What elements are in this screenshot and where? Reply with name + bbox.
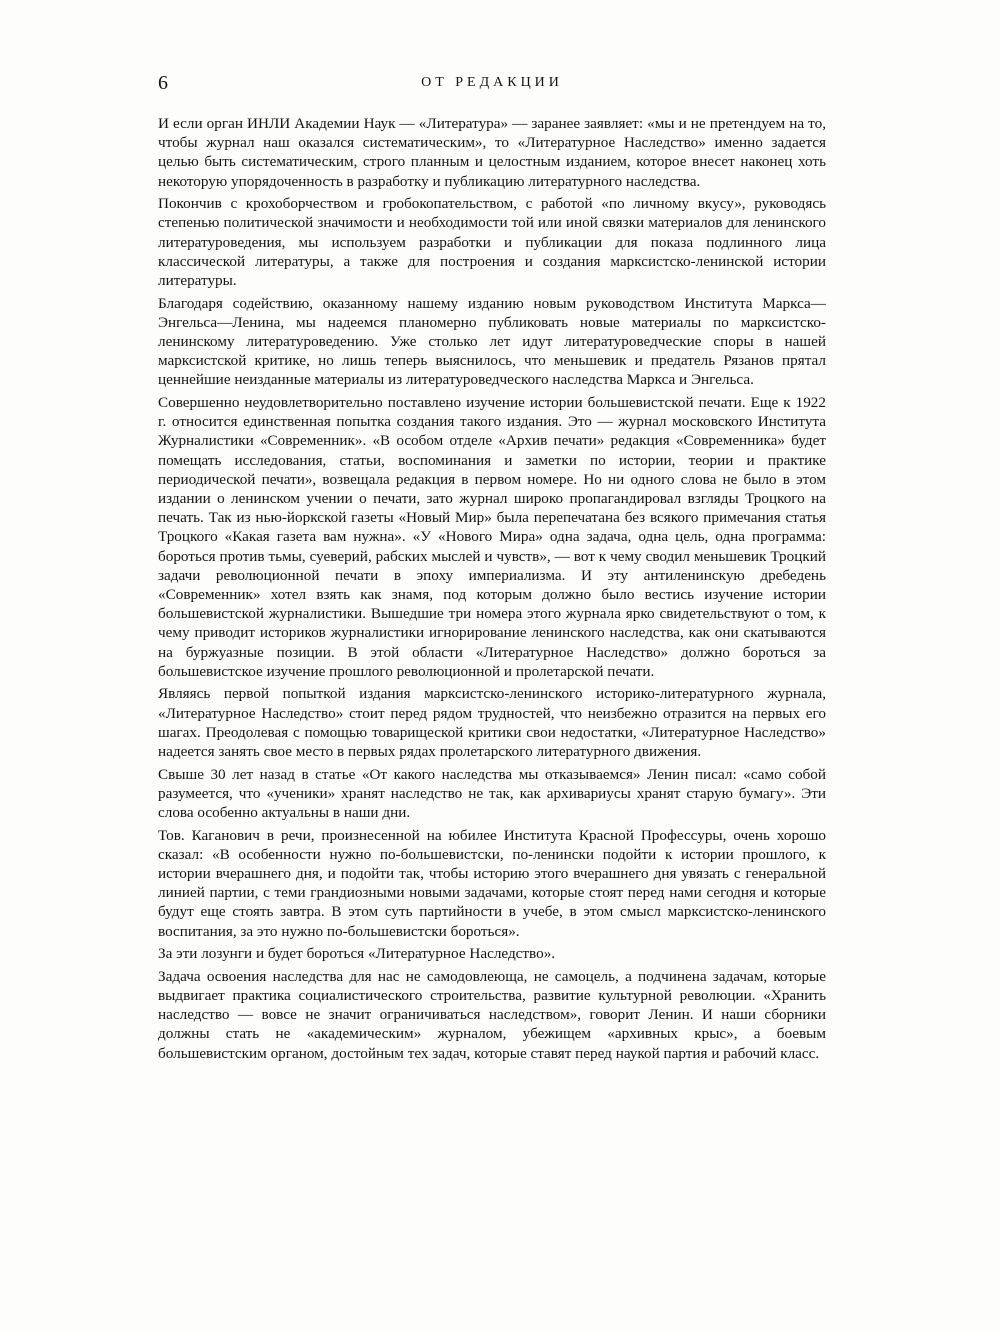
page-number: 6 [158,72,168,94]
paragraph-7: Тов. Каганович в речи, произнесенной на юбилее Института Красной Профессуры, очень хорошо сказал: «В особенности нужно по-большевистски, по-ленински подойти к истории прошлого, к истории вчерашнего дня, и подойти так, чтобы историю этого вчерашнего дня увязать с генеральной линией партии, с теми грандиозными новыми задачами, которые стоят перед нами сегодня и которые будут еще стоять завтра. В этом суть партийности в учебе, в этом смысл марксистско-ленинского воспитания, за это нужно по-большевистски бороться». [158,826,826,940]
section-title: ОТ РЕДАКЦИИ [421,75,563,90]
running-header [158,70,826,96]
paragraph-6: Свыше 30 лет назад в статье «От какого наследства мы отказываемся» Ленин писал: «само собой разумеется, что «ученики» хранят наследство не так, как архивариусы хранят старую бумагу». Эти слова особенно актуальны в наши дни. [158,765,826,822]
paragraph-5: Являясь первой попыткой издания марксистско-ленинского историко-литературного журнала, «Литературное Наследство» стоит перед рядом трудностей, что неизбежно отразится на первых его шагах. Преодолевая с помощью товарищеской критики свои недостатки, «Литературное Наследство» надеется занять свое место в первых рядах пролетарского литературного движения. [158,685,826,761]
paragraph-9: Задача освоения наследства для нас не самодовлеюща, не самоцель, а подчинена задачам, которые выдвигает практика социалистического строительства, развитие культурной революции. «Хранить наследство — вовсе не значит ограничиваться наследством», говорит Ленин. И наши сборники должны стать не «академическим» журналом, убежищем «архивных крыс», а боевым большевистским органом, достойным тех задач, которые ставят перед наукой партия и рабочий класс. [158,967,826,1062]
body-text [158,114,826,1063]
paragraph-1: И если орган ИНЛИ Академии Наук — «Литература» — заранее заявляет: «мы и не претендуем на то, чтобы журнал наш оказался систематическим», то «Литературное Наследство» именно задается целью быть систематическим, строго планным и целостным изданием, которое внесет наконец хоть некоторую упорядоченность в разработку и публикацию литературного наследства. [158,115,826,190]
paragraph-4: Совершенно неудовлетворительно поставлено изучение истории большевистской печати. Еще к 1922 г. относится единственная попытка создания такого издания. Это — журнал московского Института Журналистики «Современник». «В особом отделе «Архив печати» редакция «Современника» будет помещать исследования, статьи, воспоминания и заметки по истории, теории и практике периодической печати», возвещала редакция в первом номере. Но ни одного слова не было в этом издании о ленинском учении о печати, зато журнал широко пропагандировал взгляды Троцкого на печать. Так из нью-йоркской газеты «Новый Мир» была перепечатана без всякого примечания статья Троцкого «Какая газета вам нужна». «У «Нового Мира» одна задача, одна цель, одна программа: бороться против тьмы, суеверий, рабских мыслей и чувств», — вот к чему сводил меньшевик Троцкий задачи революционной печати в эпоху империализма. И эту антиленинскую дребедень «Современник» хотел взять как знамя, под которым должно было вестись изучение истории большевистской журналистики. Вышедшие три номера этого журнала ярко свидетельствуют о том, к чему приводит историков журналистики игнорирование ленинского наследства, как они скатываются на буржуазные позиции. В этой области «Литературное Наследство» должно бороться за большевистское изучение прошлого революционной и пролетарской печати. [158,394,826,680]
paragraph-2: Покончив с крохоборчеством и гробокопательством, с работой «по личному вкусу», руководясь степенью политической значимости и необходимости той или иной связки материалов для ленинского литературоведения, мы используем разработки и публикации для показа подлинного лица классической литературы, а также для построения и создания марксистско-ленинской истории литературы. [158,195,826,290]
paragraph-3: Благодаря содействию, оказанному нашему изданию новым руководством Института Маркса—Энгельса—Ленина, мы надеемся планомерно публиковать новые материалы по марксистско-ленинскому литературоведению. Уже столько лет идут литературоведческие споры в нашей марксистской критике, но лишь теперь выяснилось, что меньшевик и предатель Рязанов прятал ценнейшие неизданные материалы из литературоведческого наследства Маркса и Энгельса. [158,294,826,389]
paragraph-8: За эти лозунги и будет бороться «Литературное Наследство». [158,945,556,963]
